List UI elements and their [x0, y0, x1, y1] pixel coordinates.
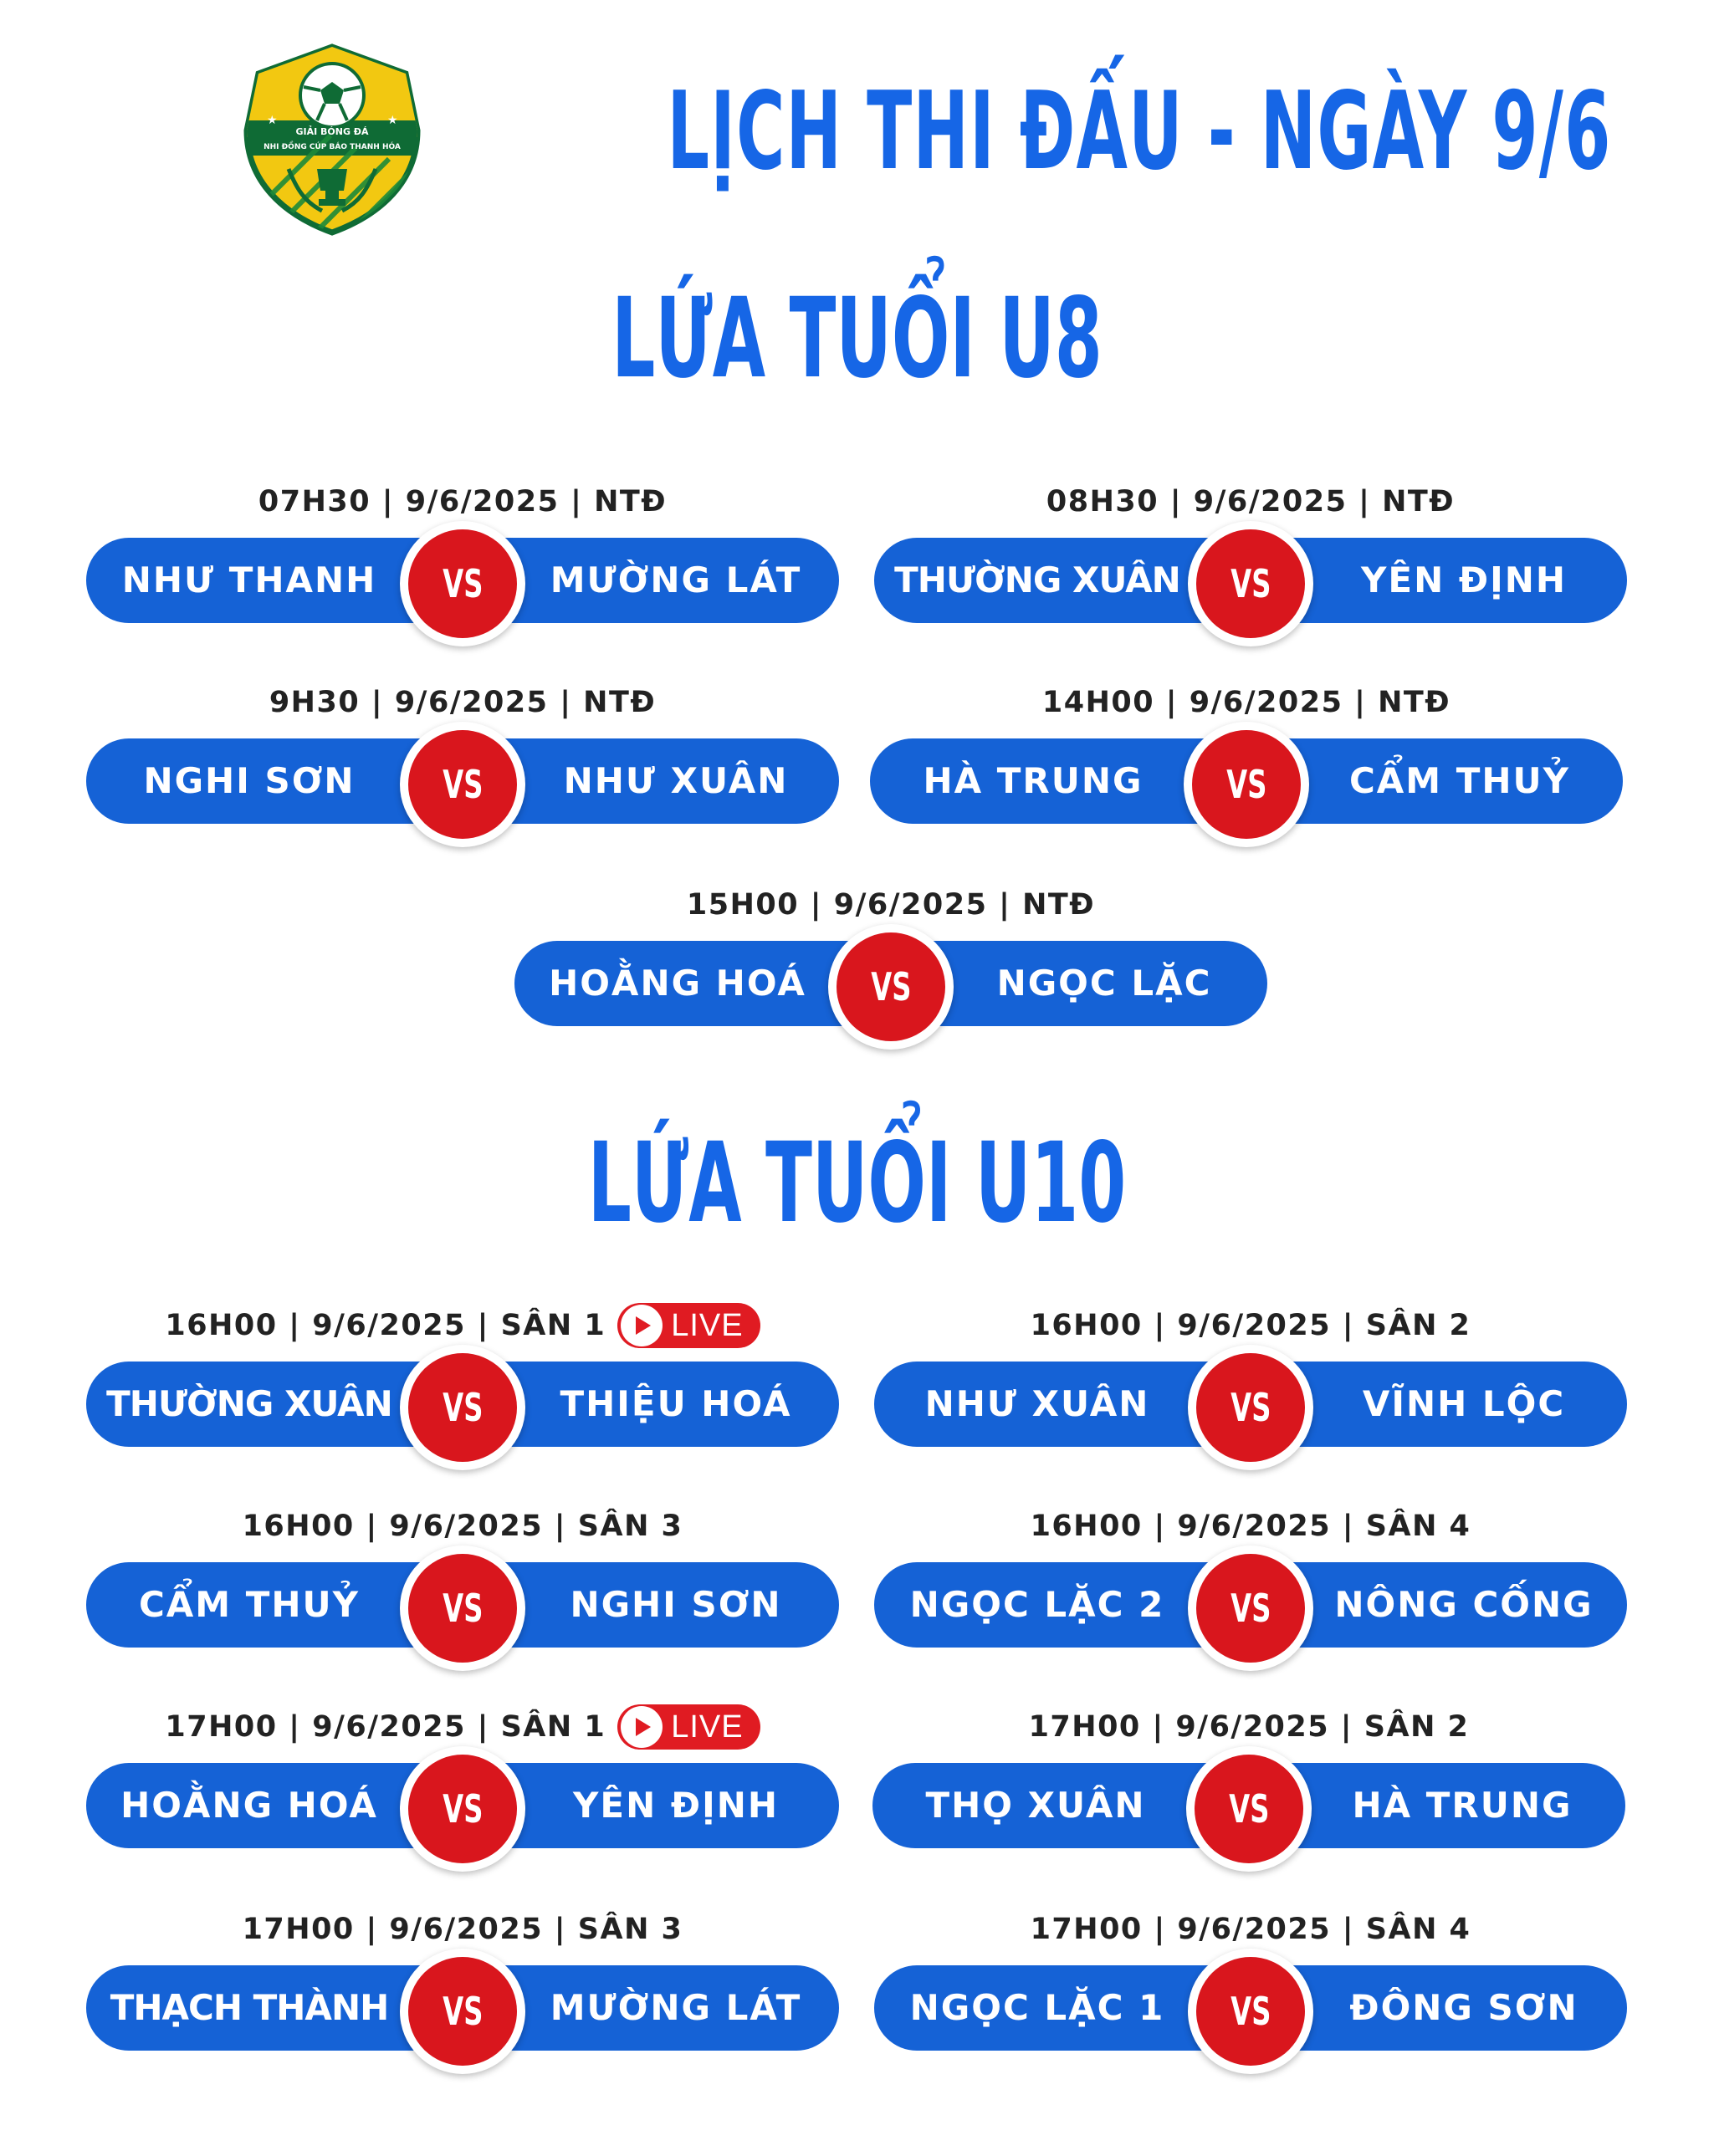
match-bar [874, 1362, 1627, 1447]
vs-badge [828, 924, 954, 1050]
match-time-venue: 08H30 | 9/6/2025 | NTĐ [1046, 485, 1456, 519]
match-info [874, 481, 1627, 523]
match-info [86, 1305, 839, 1346]
away-team: CẨM THUỶ [1348, 760, 1571, 801]
vs-label: VS [1230, 1586, 1271, 1631]
match-bar [86, 738, 839, 824]
home-team: CẨM THUỶ [138, 1584, 361, 1625]
away-team: THIỆU HOÁ [560, 1383, 792, 1424]
match-time-venue: 17H00 | 9/6/2025 | SÂN 1 [165, 1710, 606, 1744]
match-bar [874, 538, 1627, 623]
home-team: THƯỜNG XUÂN [106, 1383, 392, 1424]
match-card[interactable] [86, 1706, 839, 1852]
match-bar [874, 1562, 1627, 1648]
svg-text:★: ★ [267, 114, 278, 127]
section-title-u10: LỨA TUỔI U10 [587, 1119, 1127, 1248]
match-time-venue: 14H00 | 9/6/2025 | NTĐ [1041, 686, 1451, 719]
home-team: THỌ XUÂN [925, 1785, 1146, 1826]
page-title: LỊCH THI ĐẤU - NGÀY 9/6 [667, 69, 1612, 194]
match-bar [86, 1562, 839, 1648]
vs-label: VS [1230, 1989, 1271, 2034]
logo-text-line2: NHI ĐỒNG CÚP BÁO THANH HÓA [263, 143, 401, 151]
away-team: NÔNG CỐNG [1334, 1584, 1594, 1625]
match-time-venue: 16H00 | 9/6/2025 | SÂN 1 [165, 1309, 606, 1342]
match-card[interactable] [514, 884, 1267, 1030]
away-team: HÀ TRUNG [1352, 1785, 1573, 1826]
vs-label: VS [1228, 1786, 1270, 1832]
vs-badge [1186, 1746, 1312, 1872]
match-info [874, 1505, 1627, 1547]
home-team: THƯỜNG XUÂN [894, 559, 1180, 600]
match-card[interactable] [86, 481, 839, 627]
away-team: NGỌC LẶC [996, 963, 1212, 1004]
home-team: NGỌC LẶC 2 [909, 1584, 1165, 1625]
match-info [86, 1505, 839, 1547]
match-card[interactable] [86, 1505, 839, 1652]
vs-label: VS [442, 1786, 484, 1832]
vs-label: VS [870, 964, 912, 1009]
match-bar [86, 1965, 839, 2051]
match-card[interactable] [874, 1305, 1627, 1451]
vs-label: VS [442, 1989, 484, 2034]
vs-label: VS [442, 561, 484, 606]
match-time-venue: 07H30 | 9/6/2025 | NTĐ [258, 485, 668, 519]
match-card[interactable] [872, 1706, 1625, 1852]
match-info [86, 481, 839, 523]
match-time-venue: 16H00 | 9/6/2025 | SÂN 3 [242, 1510, 683, 1543]
home-team: NHƯ THANH [121, 559, 377, 600]
vs-badge [400, 521, 525, 646]
match-info [86, 1908, 839, 1950]
match-info [86, 1706, 839, 1748]
match-info [872, 1706, 1625, 1748]
vs-badge [400, 1746, 525, 1872]
vs-badge [400, 722, 525, 847]
match-bar [872, 1763, 1625, 1848]
match-info [874, 1908, 1627, 1950]
vs-label: VS [1225, 762, 1267, 807]
vs-badge [1188, 1545, 1313, 1671]
match-card[interactable] [874, 481, 1627, 627]
home-team: NGHI SƠN [143, 760, 356, 801]
away-team: NGHI SƠN [570, 1584, 782, 1625]
match-time-venue: 17H00 | 9/6/2025 | SÂN 4 [1030, 1913, 1471, 1946]
tournament-logo [238, 43, 427, 236]
match-bar [86, 1763, 839, 1848]
match-card[interactable] [86, 682, 839, 828]
home-team: HOẰNG HOÁ [120, 1785, 378, 1826]
vs-badge [1188, 1345, 1313, 1470]
match-bar [874, 1965, 1627, 2051]
vs-badge [400, 1949, 525, 2074]
away-team: NHƯ XUÂN [563, 760, 789, 801]
match-time-venue: 16H00 | 9/6/2025 | SÂN 2 [1030, 1309, 1471, 1342]
match-card[interactable] [874, 1908, 1627, 2055]
away-team: MƯỜNG LÁT [550, 1987, 802, 2028]
away-team: MƯỜNG LÁT [550, 559, 802, 600]
live-label: LIVE [671, 1307, 744, 1343]
away-team: YÊN ĐỊNH [573, 1785, 779, 1826]
match-time-venue: 15H00 | 9/6/2025 | NTĐ [686, 888, 1096, 922]
vs-label: VS [442, 1586, 484, 1631]
match-time-venue: 17H00 | 9/6/2025 | SÂN 3 [242, 1913, 683, 1946]
live-button[interactable] [617, 1704, 760, 1750]
match-info [514, 884, 1267, 926]
svg-text:★: ★ [387, 114, 398, 127]
match-card[interactable] [870, 682, 1623, 828]
home-team: NGỌC LẶC 1 [909, 1987, 1165, 2028]
vs-label: VS [1230, 1385, 1271, 1430]
vs-badge [400, 1545, 525, 1671]
match-card[interactable] [874, 1505, 1627, 1652]
match-bar [86, 538, 839, 623]
live-button[interactable] [617, 1303, 760, 1348]
match-time-venue: 16H00 | 9/6/2025 | SÂN 4 [1030, 1510, 1471, 1543]
play-icon [621, 1706, 663, 1748]
live-label: LIVE [671, 1709, 744, 1745]
match-bar [870, 738, 1623, 824]
away-team: VĨNH LỘC [1362, 1383, 1566, 1424]
logo-text-line1: GIẢI BÓNG ĐÁ [295, 126, 369, 137]
vs-badge [1188, 1949, 1313, 2074]
match-info [870, 682, 1623, 723]
home-team: THẠCH THÀNH [110, 1987, 389, 2028]
match-time-venue: 9H30 | 9/6/2025 | NTĐ [269, 686, 657, 719]
home-team: HOẰNG HOÁ [549, 963, 806, 1004]
play-icon [621, 1305, 663, 1346]
match-bar [514, 941, 1267, 1026]
section-title-u8: LỨA TUỔI U8 [611, 274, 1103, 403]
vs-label: VS [442, 1385, 484, 1430]
away-team: YÊN ĐỊNH [1361, 559, 1567, 600]
home-team: HÀ TRUNG [923, 760, 1144, 801]
vs-label: VS [442, 762, 484, 807]
vs-badge [1184, 722, 1309, 847]
match-card[interactable] [86, 1305, 839, 1451]
vs-label: VS [1230, 561, 1271, 606]
match-info [86, 682, 839, 723]
vs-badge [1188, 521, 1313, 646]
match-bar [86, 1362, 839, 1447]
away-team: ĐÔNG SƠN [1349, 1987, 1578, 2028]
home-team: NHƯ XUÂN [924, 1383, 1150, 1424]
vs-badge [400, 1345, 525, 1470]
match-time-venue: 17H00 | 9/6/2025 | SÂN 2 [1028, 1710, 1470, 1744]
match-info [874, 1305, 1627, 1346]
match-card[interactable] [86, 1908, 839, 2055]
